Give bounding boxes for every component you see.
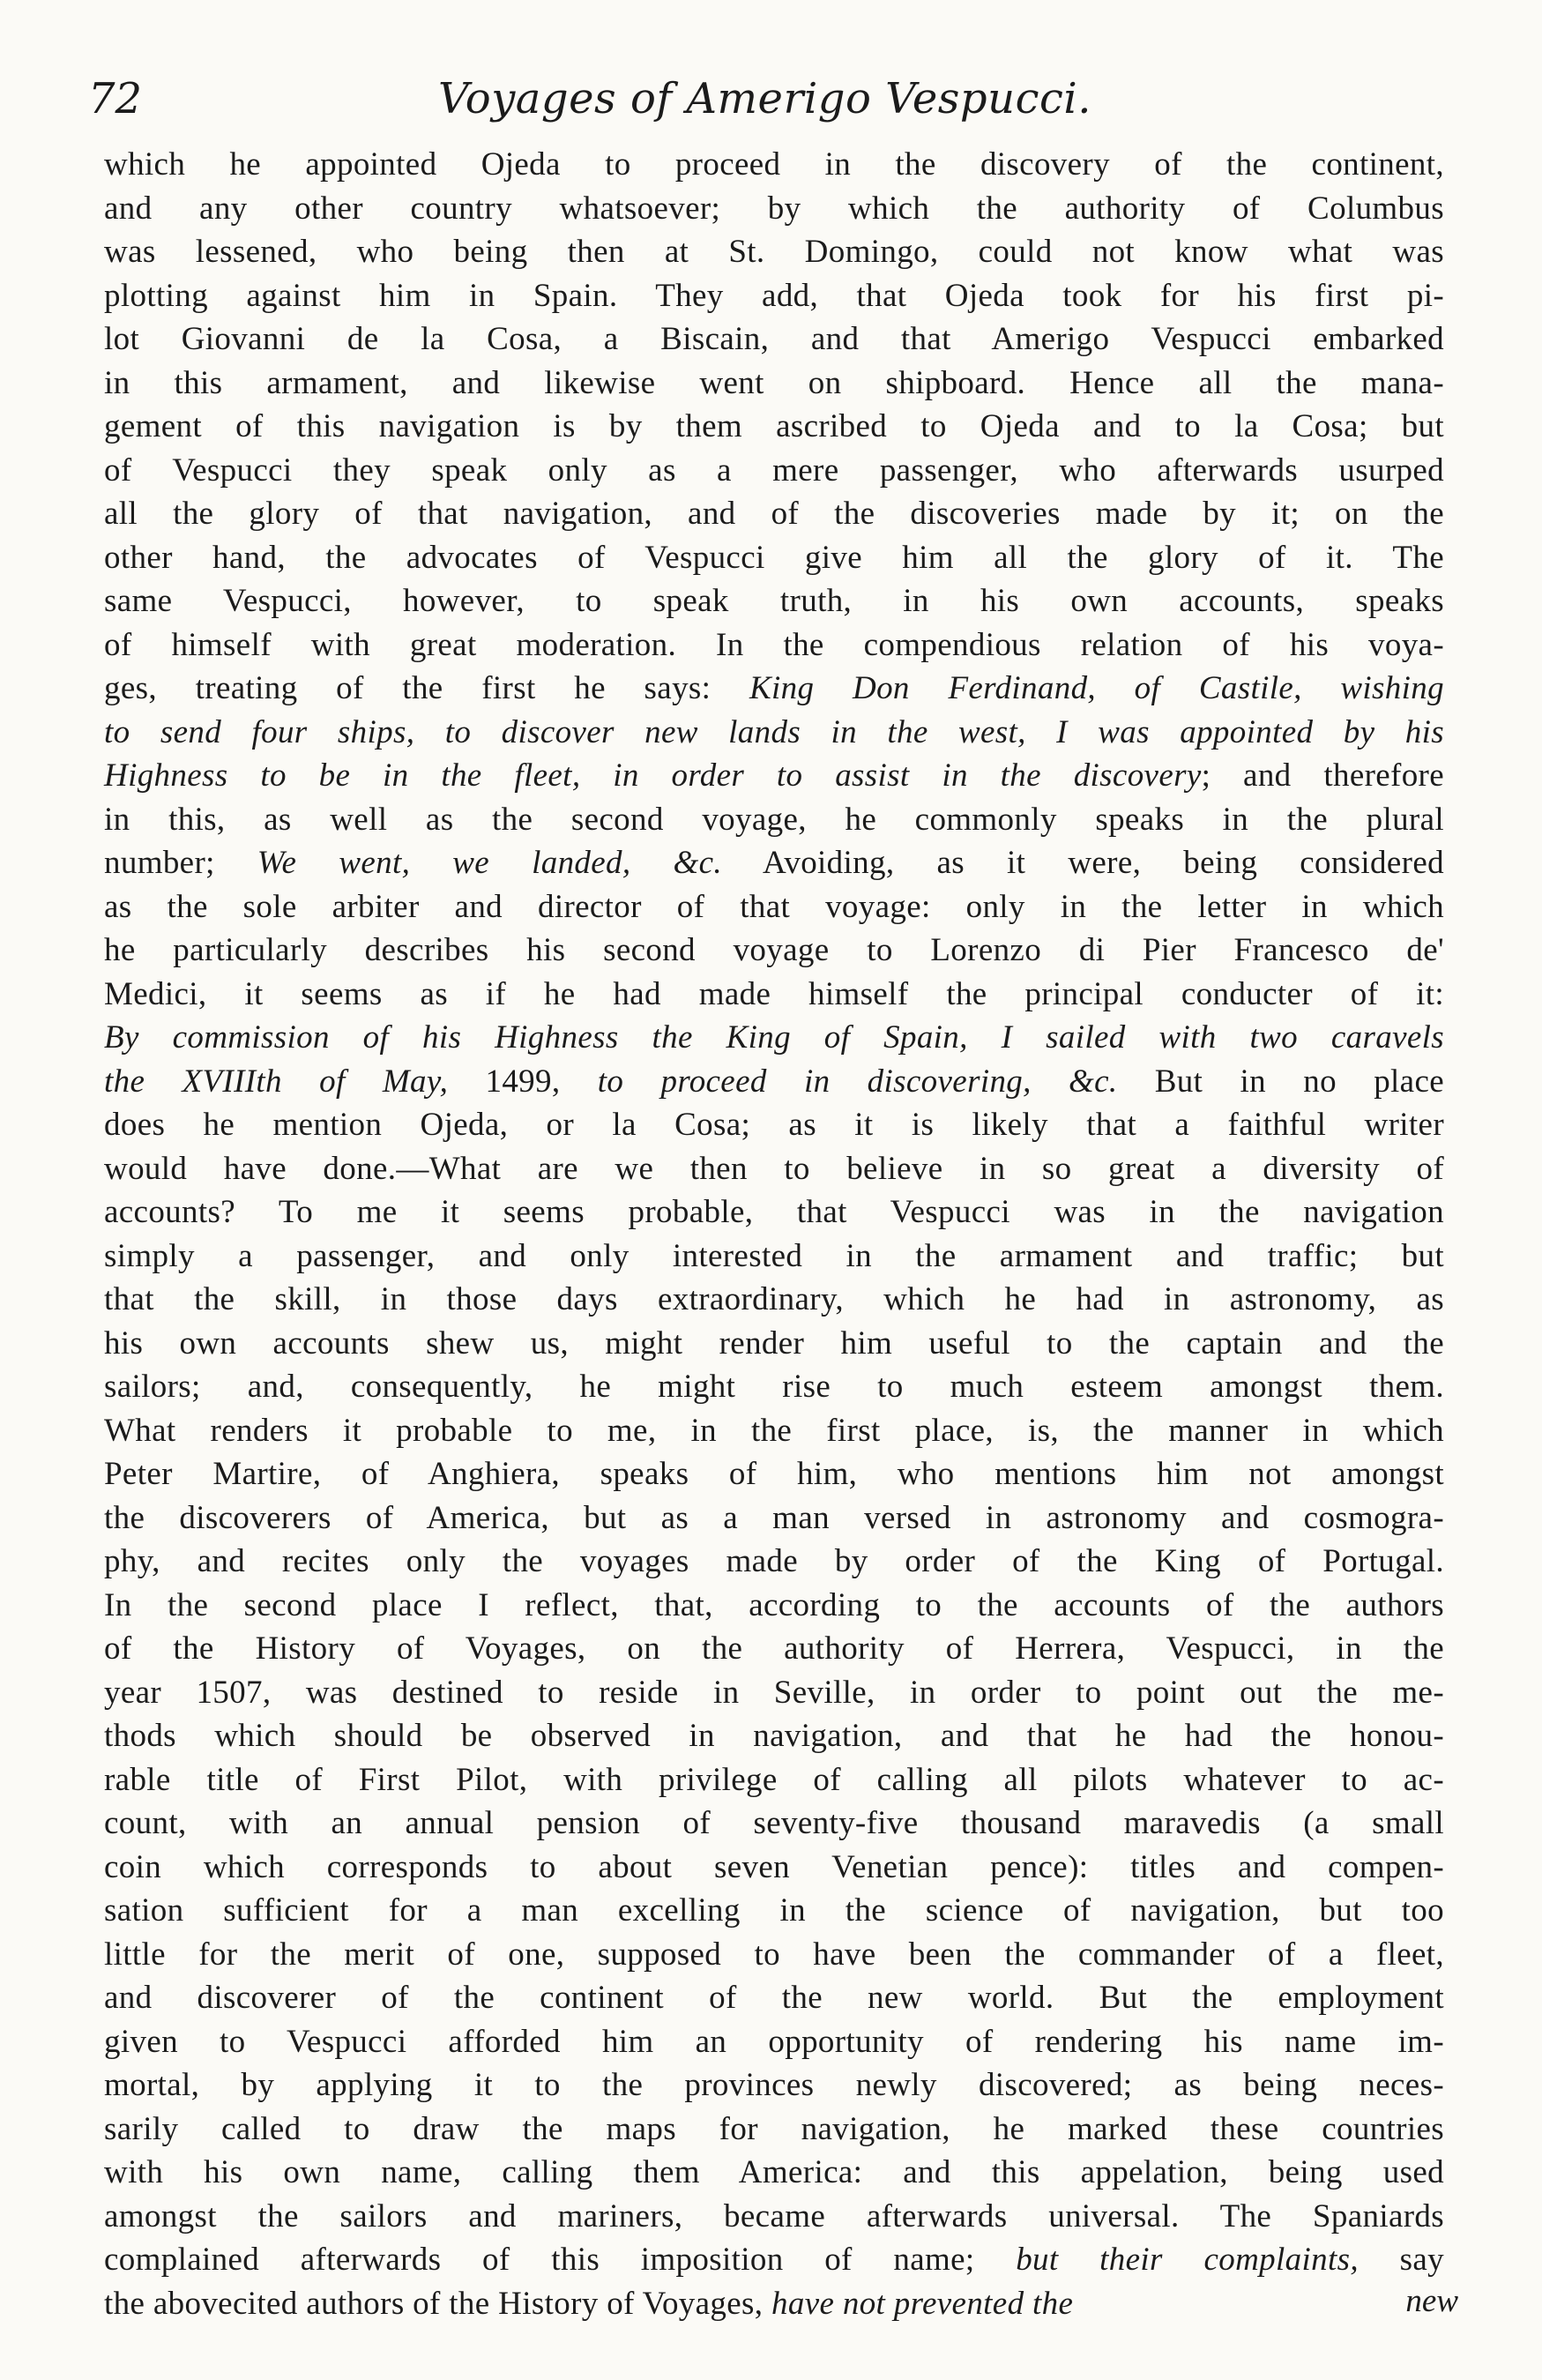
text-segment: mortal, by applying it to the provinces newly discovered; as being neces- bbox=[104, 2067, 1444, 2103]
text-line bbox=[104, 1190, 1444, 1235]
body-text bbox=[104, 143, 1444, 2325]
text-line bbox=[104, 1889, 1444, 1933]
text-line bbox=[104, 885, 1444, 929]
text-line bbox=[104, 2020, 1444, 2064]
text-line bbox=[104, 1976, 1444, 2020]
text-line bbox=[104, 754, 1444, 798]
text-segment: ges, treating of the first he says: bbox=[104, 670, 749, 706]
text-segment: sailors; and, consequently, he might rise to much esteem amongst them. bbox=[104, 1369, 1444, 1405]
text-segment: We went, we landed, &c. bbox=[257, 845, 723, 881]
text-segment: King Don Ferdinand, of Castile, wishing bbox=[749, 670, 1444, 706]
text-segment: the XVIIIth of May, bbox=[104, 1063, 449, 1100]
text-segment: with his own name, calling them America: and this appelation, being used bbox=[104, 2154, 1444, 2190]
text-line bbox=[104, 187, 1444, 231]
text-line bbox=[104, 1671, 1444, 1715]
text-line bbox=[104, 1496, 1444, 1541]
text-line bbox=[104, 1452, 1444, 1496]
text-segment: little for the merit of one, supposed to have been the commander of a fleet, bbox=[104, 1936, 1444, 1973]
text-segment: accounts? To me it seems probable, that Vespucci was in the navigation bbox=[104, 1194, 1444, 1230]
text-segment: year 1507, was destined to reside in Seville, in order to point out the me- bbox=[104, 1674, 1444, 1711]
text-line bbox=[104, 2108, 1444, 2152]
text-segment: in this armament, and likewise went on shipboard. Hence all the mana- bbox=[104, 364, 1444, 401]
text-segment: have not prevented the bbox=[771, 2285, 1074, 2322]
text-segment: given to Vespucci afforded him an opportunity of rendering his name im- bbox=[104, 2023, 1444, 2060]
text-segment: his own accounts shew us, might render him useful to the captain and the bbox=[104, 1324, 1444, 1362]
text-segment: of himself with great moderation. In the compendious relation of his voya- bbox=[104, 626, 1444, 663]
text-line bbox=[104, 1714, 1444, 1758]
text-segment: In the second place I reflect, that, according to the accounts of the authors bbox=[104, 1586, 1444, 1623]
text-segment: count, with an annual pension of seventy-five thousand maravedis (a small bbox=[104, 1805, 1444, 1841]
text-segment: What renders it probable to me, in the first place, is, the manner in which bbox=[104, 1412, 1444, 1449]
text-segment: he particularly describes his second voyage to Lorenzo di Pier Francesco de' bbox=[104, 932, 1444, 968]
catchword: new bbox=[1405, 2283, 1458, 2319]
text-segment: was lessened, who being then at St. Domingo, could not know what was bbox=[104, 234, 1444, 270]
text-segment: that the skill, in those days extraordinary, which he had in astronomy, as bbox=[104, 1281, 1444, 1317]
text-line bbox=[104, 274, 1444, 318]
text-segment: as the sole arbiter and director of that voyage: only in the letter in which bbox=[104, 888, 1444, 925]
text-line bbox=[104, 1278, 1444, 1322]
text-segment: and discoverer of the continent of the new world. But the employment bbox=[104, 1980, 1444, 2016]
text-segment: ; and therefore bbox=[1201, 757, 1444, 794]
text-line bbox=[104, 492, 1444, 536]
text-line bbox=[104, 1627, 1444, 1671]
page-number: 72 bbox=[88, 74, 143, 123]
text-line bbox=[104, 1933, 1444, 1977]
text-segment: rable title of First Pilot, with privilege of calling all pilots whatever to ac- bbox=[104, 1761, 1444, 1798]
text-line bbox=[104, 449, 1444, 493]
text-line bbox=[104, 1540, 1444, 1584]
text-segment: and any other country whatsoever; by which the authority of Columbus bbox=[104, 190, 1444, 227]
text-line bbox=[104, 2282, 1444, 2326]
text-segment: which he appointed Ojeda to proceed in the discovery of the continent, bbox=[104, 146, 1444, 183]
text-segment: of Vespucci they speak only as a mere passenger, who afterwards usurped bbox=[104, 451, 1444, 489]
text-segment: By commission of his Highness the King of Spain, I sailed with two caravels bbox=[104, 1019, 1444, 1056]
text-segment: lot Giovanni de la Cosa, a Biscain, and that Amerigo Vespucci embarked bbox=[104, 321, 1444, 357]
text-segment: number; bbox=[104, 845, 257, 881]
text-line bbox=[104, 1103, 1444, 1147]
text-line bbox=[104, 667, 1444, 711]
text-line bbox=[104, 1802, 1444, 1846]
text-line bbox=[104, 230, 1444, 274]
text-segment: Medici, it seems as if he had made himself the principal conducter of it: bbox=[104, 975, 1444, 1012]
text-segment: simply a passenger, and only interested in the armament and traffic; but bbox=[104, 1237, 1444, 1274]
text-line bbox=[104, 929, 1444, 973]
text-segment: of the History of Voyages, on the authority of Herrera, Vespucci, in the bbox=[104, 1630, 1444, 1667]
text-line bbox=[104, 1016, 1444, 1060]
text-segment: the abovecited authors of the History of Voyages, bbox=[104, 2285, 771, 2322]
text-segment: Peter Martire, of Anghiera, speaks of him, who mentions him not amongst bbox=[104, 1456, 1444, 1492]
text-line bbox=[104, 2238, 1444, 2282]
page-header bbox=[88, 63, 1441, 134]
text-segment: all the glory of that navigation, and of the discoveries made by it; on the bbox=[104, 496, 1444, 532]
text-line bbox=[104, 143, 1444, 187]
text-segment: in this, as well as the second voyage, he commonly speaks in the plural bbox=[104, 801, 1444, 838]
text-segment: phy, and recites only the voyages made by order of the King of Portugal. bbox=[104, 1543, 1444, 1579]
text-segment: does he mention Ojeda, or la Cosa; as it is likely that a faithful writer bbox=[104, 1107, 1444, 1143]
text-segment: But in no place bbox=[1117, 1063, 1444, 1100]
text-line bbox=[104, 2063, 1444, 2108]
text-segment: Avoiding, as it were, being considered bbox=[722, 845, 1444, 881]
text-segment: Highness to be in the fleet, in order to assist in the discovery bbox=[104, 757, 1202, 794]
text-segment: complained afterwards of this imposition of name; bbox=[104, 2242, 1017, 2278]
text-line bbox=[104, 1758, 1444, 1802]
text-segment: would have done.—What are we then to believe in so great a diversity of bbox=[104, 1150, 1444, 1187]
text-line bbox=[104, 2195, 1444, 2239]
text-segment: thods which should be observed in navigation, and that he had the honou- bbox=[104, 1718, 1444, 1754]
text-line bbox=[104, 536, 1444, 580]
text-segment: same Vespucci, however, to speak truth, in his own accounts, speaks bbox=[104, 583, 1444, 619]
text-segment: but their complaints, bbox=[1016, 2242, 1359, 2278]
text-segment: gement of this navigation is by them ascribed to Ojeda and to la Cosa; but bbox=[104, 408, 1444, 444]
text-line bbox=[104, 1846, 1444, 1890]
text-line bbox=[104, 1322, 1444, 1366]
text-line bbox=[104, 1060, 1444, 1104]
text-segment: sarily called to draw the maps for navigation, he marked these countries bbox=[104, 2110, 1444, 2147]
text-segment: to send four ships, to discover new lands in the west, I was appointed by his bbox=[104, 713, 1444, 750]
text-line bbox=[104, 2151, 1444, 2195]
text-line bbox=[104, 623, 1444, 668]
text-line bbox=[104, 405, 1444, 449]
text-line bbox=[104, 317, 1444, 362]
text-segment: plotting against him in Spain. They add, that Ojeda took for his first pi- bbox=[104, 277, 1444, 314]
text-line bbox=[104, 841, 1444, 885]
text-segment: the discoverers of America, but as a man versed in astronomy and cosmogra- bbox=[104, 1499, 1444, 1536]
text-segment: say bbox=[1358, 2242, 1444, 2278]
text-line bbox=[104, 362, 1444, 406]
text-line bbox=[104, 798, 1444, 842]
text-segment: sation sufficient for a man excelling in the science of navigation, but too bbox=[104, 1892, 1444, 1929]
text-line bbox=[104, 579, 1444, 623]
text-segment: amongst the sailors and mariners, became afterwards universal. The Spaniards bbox=[104, 2197, 1444, 2235]
running-title: Voyages of Amerigo Vespucci. bbox=[438, 74, 1091, 123]
text-segment: coin which corresponds to about seven Venetian pence): titles and compen- bbox=[104, 1848, 1444, 1885]
text-line bbox=[104, 1235, 1444, 1279]
text-segment: 1499, bbox=[448, 1063, 598, 1100]
text-line bbox=[104, 973, 1444, 1017]
text-line bbox=[104, 1409, 1444, 1453]
text-segment: other hand, the advocates of Vespucci give him all the glory of it. The bbox=[104, 539, 1444, 576]
text-line bbox=[104, 1147, 1444, 1191]
text-line bbox=[104, 1365, 1444, 1409]
text-line bbox=[104, 711, 1444, 755]
text-line bbox=[104, 1584, 1444, 1628]
text-segment: to proceed in discovering, &c. bbox=[597, 1063, 1118, 1100]
